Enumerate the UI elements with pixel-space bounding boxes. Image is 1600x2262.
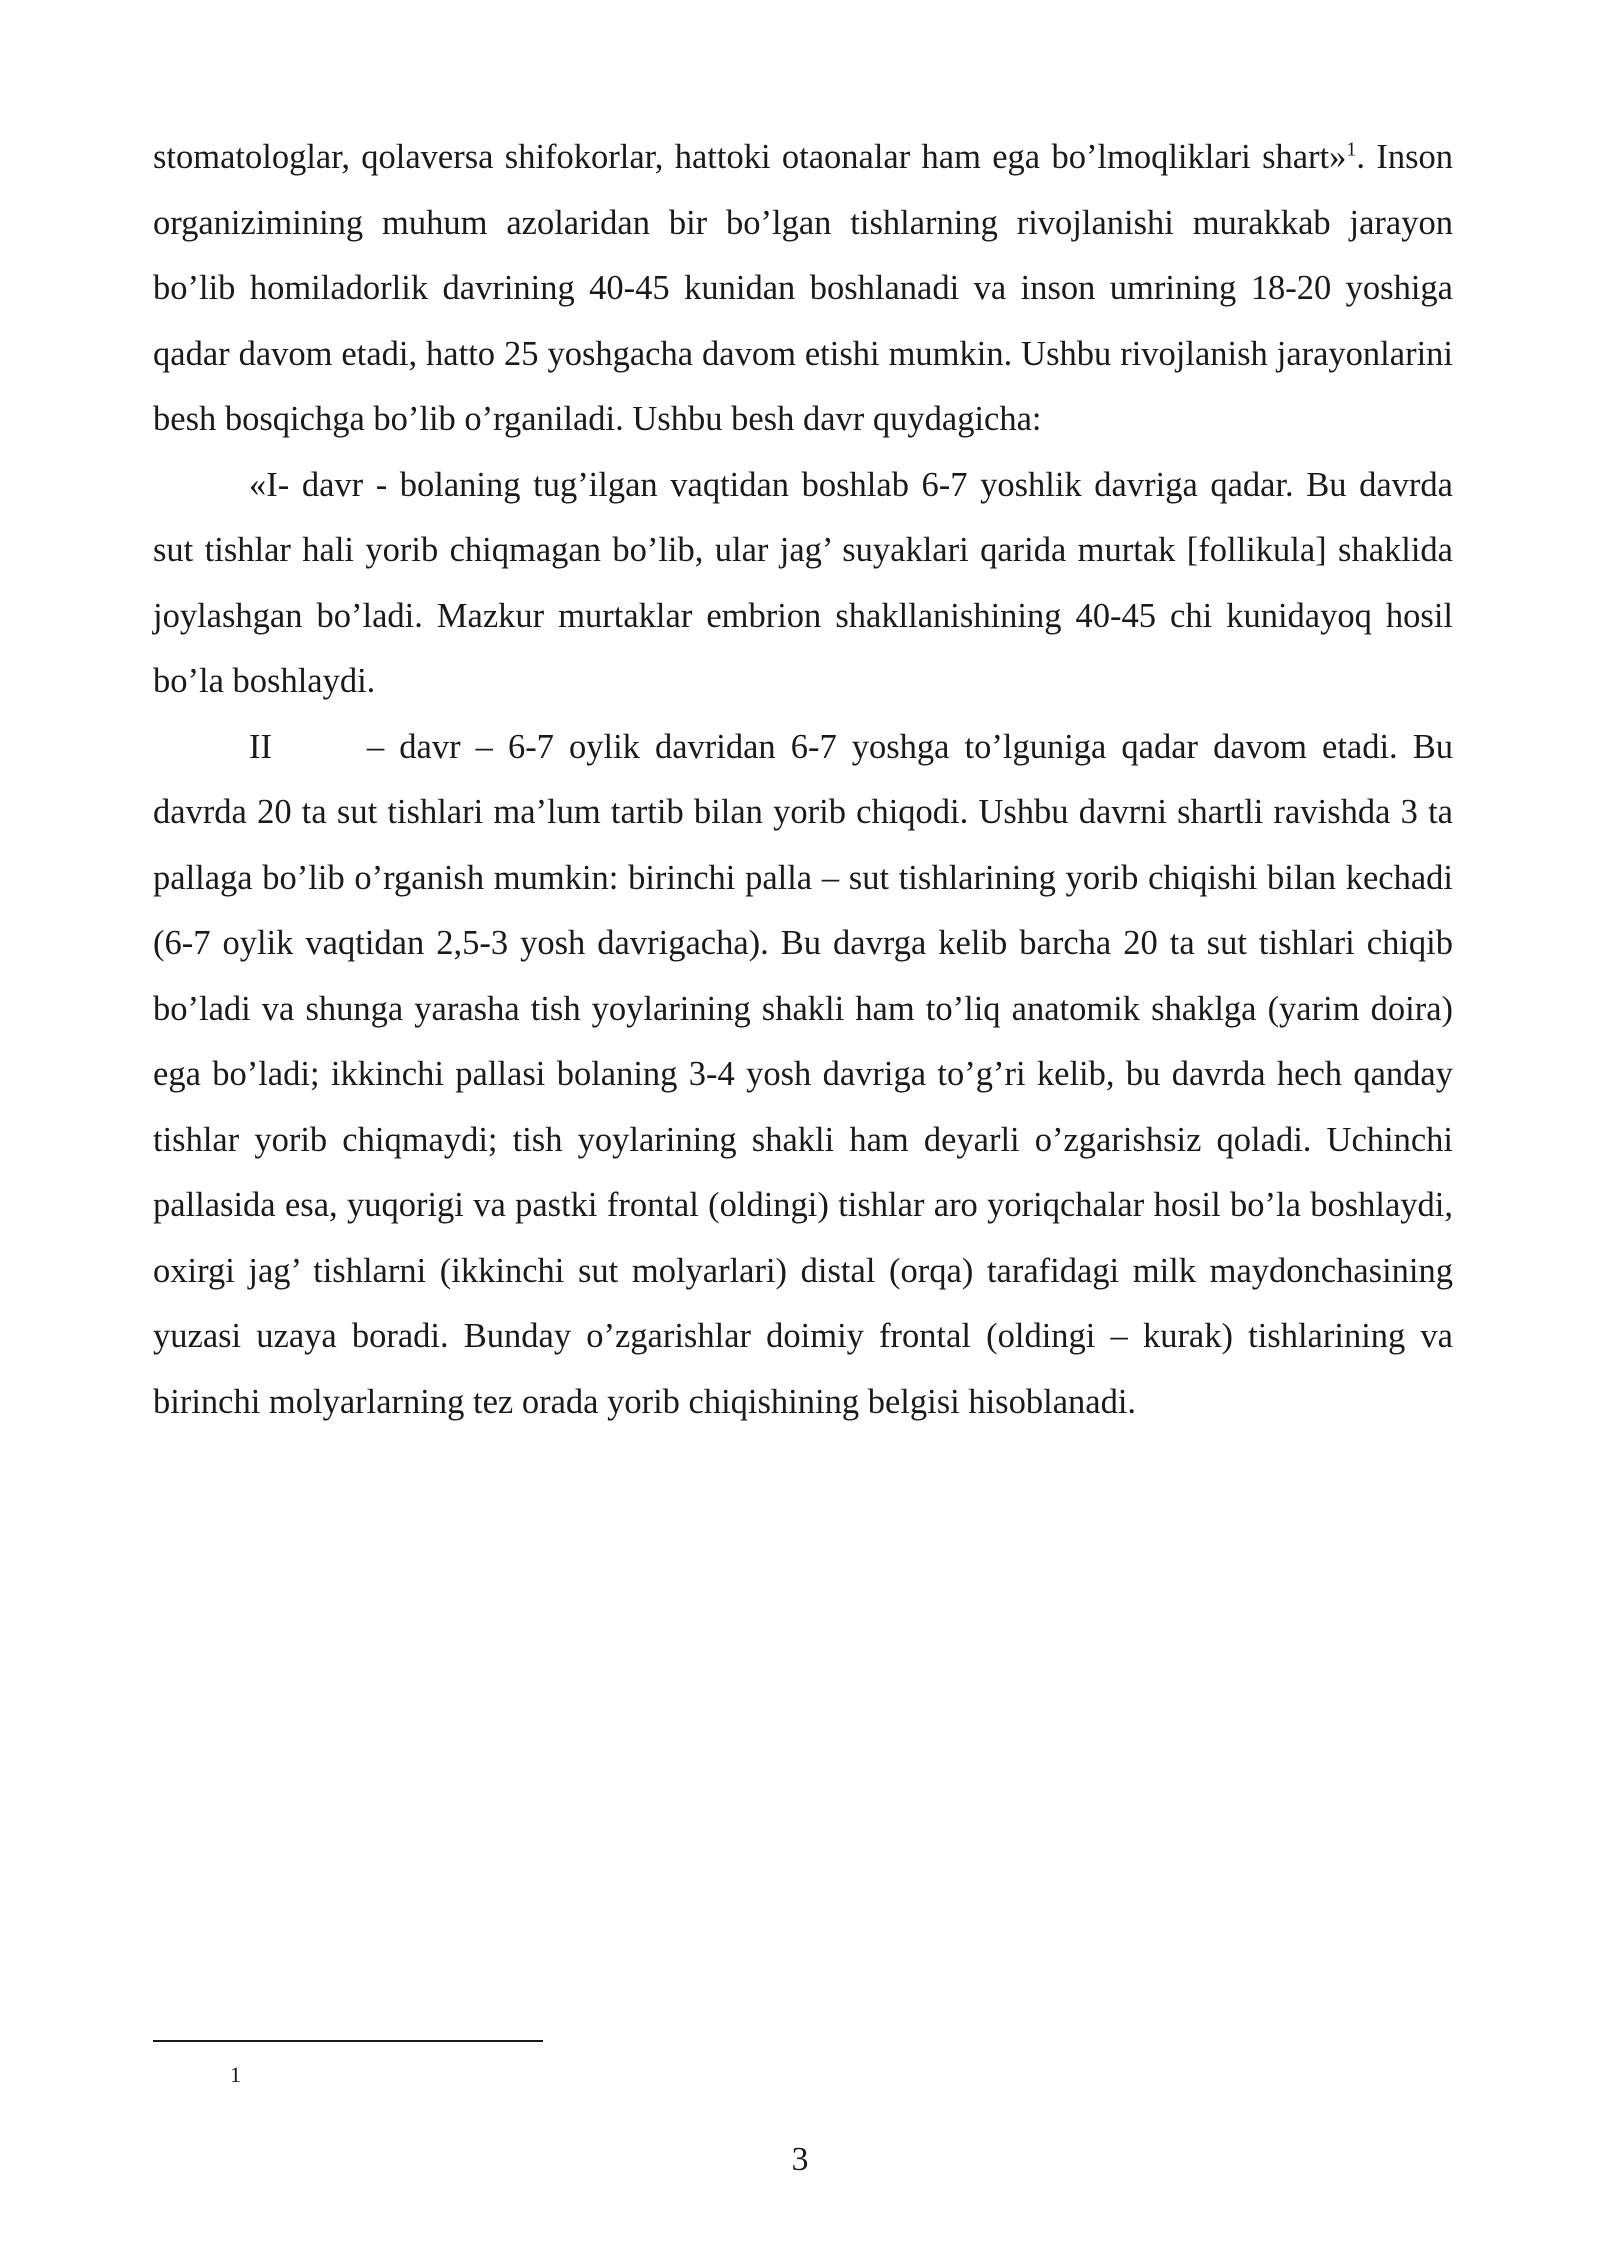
page-number: 3 [791, 2141, 809, 2178]
paragraph-intro [153, 125, 1453, 453]
footnote-separator [153, 2040, 543, 2042]
footnote-reference[interactable]: 1 [1346, 138, 1357, 161]
paragraph-intro-text-start: stomatologlar, qolaversa shifokorlar, hattoki otaonalar ham ega bo’lmoqliklari shart» [153, 138, 1347, 176]
paragraph-period-one: «I- davr - bolaning tug’ilgan vaqtidan boshlab 6-7 yoshlik davriga qadar. Bu davrda sut tishlar hali yorib chiqmagan bo’lib, ular jag’ suyaklari qarida murtak [follikula] shaklida joylashgan bo’ladi. Mazkur murtaklar embrion shakllanishining 40-45 chi kunidayoq hosil bo’la boshlaydi. [153, 465, 1453, 700]
paragraph-period-two-text: – davr – 6-7 oylik davridan 6-7 yoshga to’lguniga qadar davom etadi. Bu davrda 20 ta sut tishlari ma’lum tartib bilan yorib chiqodi. Ushbu davrni shartli ravishda 3 ta pallaga bo’lib o’rganish mumkin: birinchi palla – sut tishlarining yorib chiqishi bilan kechadi (6-7 oylik vaqtidan 2,5-3 yosh davrigacha). Bu davrga kelib barcha 20 ta sut tishlari chiqib bo’ladi va shunga yarasha tish yoylarining shakli ham to’liq anatomik shaklga (yarim doira) ega bo’ladi; ikkinchi pallasi bolaning 3-4 yosh davriga to’g’ri kelib, bu davrda hech qanday tishlar yorib chiqmaydi; tish yoylarining shakli ham deyarli o’zgarishsiz qoladi. Uchinchi pallasida esa, yuqorigi va pastki frontal (oldingi) tishlar aro yoriqchalar hosil bo’la boshlaydi, oxirgi jag’ tishlarni (ikkinchi sut molyarlari) distal (orqa) tarafidagi milk maydonchasining yuzasi uzaya boradi. Bunday o’zgarishlar doimiy frontal (oldingi – kurak) tishlarining va birinchi molyarlarning tez orada yorib chiqishining belgisi hisoblanadi. [153, 727, 1453, 1421]
paragraph-intro-text-end: . Inson organizimining muhum azolaridan bir bo’lgan tishlarning rivojlanishi murakkab jarayon bo’lib homiladorlik davrining 40-45 kunidan boshlanadi va inson umrining 18-20 yoshiga qadar davom etadi, hatto 25 yoshgacha davom etishi mumkin. Ushbu rivojlanish jarayonlarini besh bosqichga bo’lib o’rganiladi. Ushbu besh davr quydagicha: [153, 138, 1453, 438]
period-two-numeral: II [249, 727, 272, 766]
body-text [153, 125, 1453, 1435]
footnote [230, 2060, 241, 2090]
paragraph-period-two [153, 715, 1453, 1436]
footnote-number: 1 [230, 2062, 241, 2087]
